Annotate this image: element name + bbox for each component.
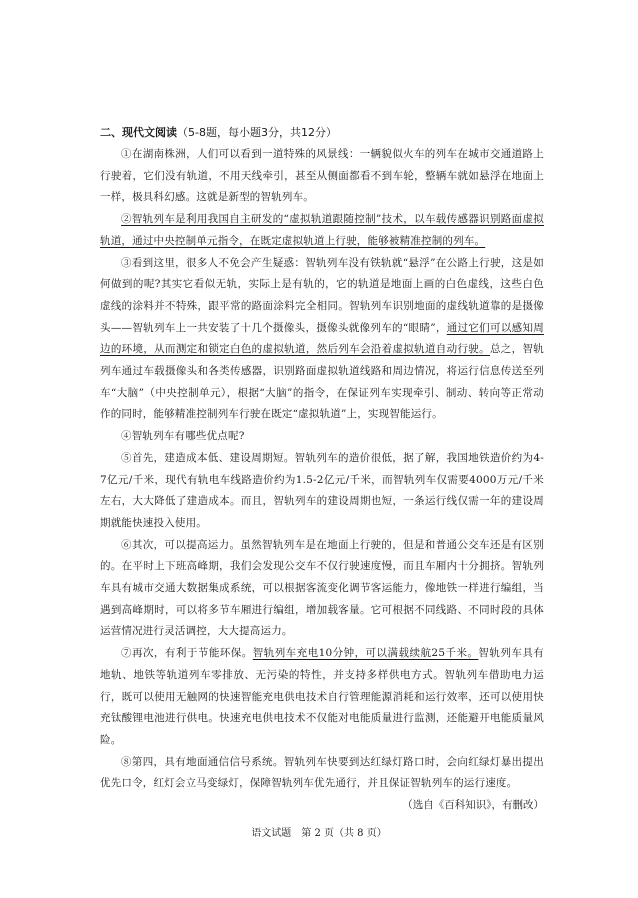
paragraph-7-part-2: 智轨列车具有地轨、地铁等轨道列车零排放、无污染的特性，并支持多样供电方式。智轨列车借助电力运行，既可以使用无触网的快速智能充电供电技术自行管理能源消耗和运行效率，还可以使用快充钛酸锂电池进行供电。快速充电供电技术不仅能对电能质量进行监测，还能避开电能质量风险。: [100, 647, 544, 746]
paragraph-4: ④智轨列车有哪些优点呢?: [121, 430, 245, 443]
paragraph-3-part-2: 总之，智轨列车通过车载摄像头和各类传感器，识别路面虚拟轨道线路和周边情况，将运行信息传送至列车“大脑”（中央控制单元），根据“大脑”的指令，在保证列车实现牵引、制动、转向等正常动作的同时，能够精准控制列车行驶在既定“虚拟轨道”上，实现智能运行。: [100, 343, 544, 421]
paragraph-8: ⑧第四，具有地面通信信号系统。智轨列车快要到达红绿灯路口时，会向红绿灯暴出提出优先口令，红灯会立马变绿灯，保障智轨列车优先通行，并且保证智轨列车的运行速度。: [100, 755, 544, 790]
paragraph-7: [100, 643, 544, 752]
paragraph-5: ⑤首先，建造成本低、建设周期短。智轨列车的造价很低，据了解，我国地铁造价约为4-7亿元/千米，现代有轨电车线路造价约为1.5-2亿元/千米，而智轨列车仅需要4000万元/千米左右，大大降低了建造成本。而且，智轨列车的建设周期也短，一条运行线仅需一年的建设周期就能快速投入使用。: [100, 451, 544, 529]
paragraph-3: [100, 253, 544, 427]
reading-section: [100, 122, 544, 817]
section-heading: [100, 122, 544, 144]
paragraph-6: ⑥其次，可以提高运力。虽然智轨列车是在地面上行驶的，但是和普通公交车还是有区别的。在平时上下班高峰期，我们会发现公交车不仅行驶速度慢，而且车厢内十分拥挤。智轨列车具有城市交通大数据集成系统，可以根据客流变化调节客运能力，像地铁一样进行编组，当遇到高峰期时，可以将多节车厢进行编组，增加载客量。它可根据不同线路、不同时段的具体运营情况进行灵活调控，大大提高运力。: [100, 538, 544, 638]
paragraph-1: ①在湖南株洲，人们可以看到一道特殊的风景线：一辆貌似火车的列车在城市交通道路上行驶着，它们没有轨道，不用天线牵引，甚至从侧面都看不到车轮，整辆车就如悬浮在地面上一样，极具科幻感。这就是新型的智轨列车。: [100, 148, 544, 204]
paragraph-3-part-1: ③看到这里，很多人不免会产生疑惑：智轨列车没有铁轨就“悬浮”在公路上行驶，这是如何做到的呢?其实它看似无轨，实际上是有轨的，它的轨道是地面上画的白色虚线，这些白色虚线的涂料并不特殊，跟平常的路面涂料完全相同。智轨列车识别地面的虚线轨道靠的是摄像头——智轨列车上一共安装了十几个摄像头，摄像头就像列车的“眼睛”，: [100, 256, 544, 334]
section-title: 二、现代文阅读: [100, 126, 177, 139]
paragraph-2: ②智轨列车是利用我国自主研发的“虚拟轨道跟随控制”技术，以车载传感器识别路面虚拟轨道，通过中央控制单元指令，在既定虚拟轨道上行驶，能够被精准控制的列车。: [100, 213, 544, 247]
section-note: （5-8题，每小题3分，共12分）: [177, 126, 337, 139]
paragraph-3-underlined: 通过它们可以感知周边的环境，从而测定和锁定白色的虚拟轨道，然后列车会沿着虚拟轨道自动行驶。: [100, 321, 544, 356]
page-footer: 语文试题 第 2 页（共 8 页）: [251, 828, 387, 839]
paragraph-7-part-1: ⑦再次，有利于节能环保。: [121, 647, 253, 660]
paragraph-7-underlined: 智轨列车充电10分钟，可以满载续航25千米。: [252, 647, 479, 660]
source-citation: （选自《百科知识》，有删改）: [402, 799, 544, 812]
